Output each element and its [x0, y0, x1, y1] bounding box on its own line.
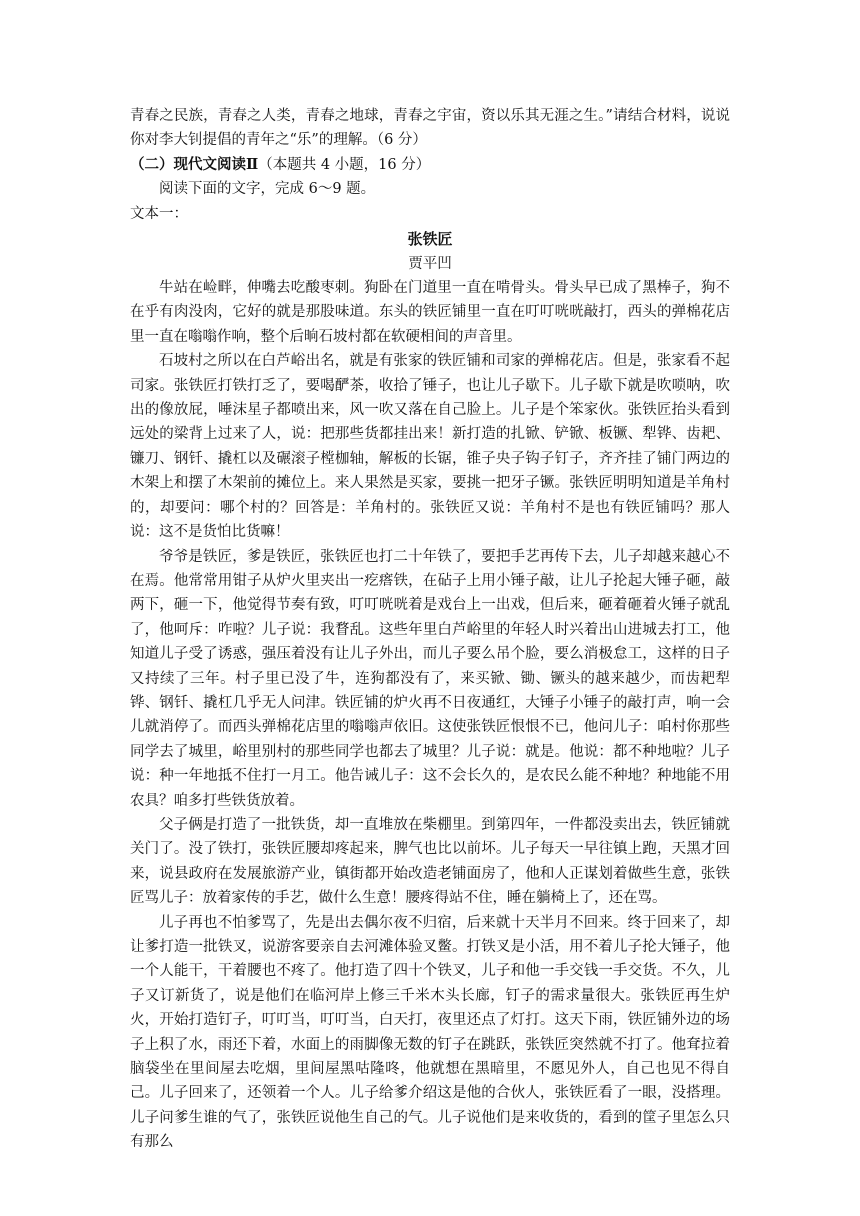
article-paragraph-5: 儿子再也不怕爹骂了，先是出去偶尔夜不归宿，后来就十天半月不回来。终于回来了，却让爹打造一批铁叉，说游客要亲自去河滩体验叉鳖。打铁叉是小活，用不着儿子抡大锤子，他一个人能干，干着腰也不疼了。他打造了四十个铁叉，儿子和他一手交钱一手交货。不久，儿子又订新货了，说是他们在临河岸上修三千米木头长廊，钉子的需求量很大。张铁匠再生炉火，开始打造钉子，叮叮当，叮叮当，白天打，夜里还点了灯打。这天下雨，铁匠铺外边的场子上积了水，雨还下着，水面上的雨脚像无数的钉子在跳跃，张铁匠突然就不打了。他耷拉着脑袋坐在里间屋去吃烟，里间屋黑咕隆咚，他就想在黑暗里，不愿见外人，自己也见不得自己。儿子回来了，还领着一个人。儿子给爹介绍这是他的合伙人，张铁匠看了一眼，没搭理。儿子问爹生谁的气了，张铁匠说他生自己的气。儿子说他们是来收货的，看到的筐子里怎么只有那么: [130, 914, 730, 1151]
previous-question-text: 青春之民族，青春之人类，青春之地球，青春之宇宙，资以乐其无涯之生。”请结合材料，说说你对李大钊提倡的青年之“乐”的理解。（6 分）: [130, 108, 730, 149]
article-author: 贾平凹: [408, 256, 452, 273]
article-title: 张铁匠: [407, 230, 453, 249]
article-paragraph-2: 石坡村之所以在白芦峪出名，就是有张家的铁匠铺和司家的弹棉花店。但是，张家看不起司家。张铁匠打铁打乏了，要喝酽茶，收拾了锤子，也让儿子歇下。儿子歇下就是吹唢呐，吹出的像放屁，唾沫星子都喷出来，风一吹又落在自己脸上。儿子是个笨家伙。张铁匠抬头看到远处的梁背上过来了人，说：把那些货都挂出来！新打造的扎锨、铲锨、板镢、犁铧、齿耙、镰刀、钢钎、撬杠以及碾滚子樘枷轴，解板的长锯，锥子央子钩子钉子，齐齐挂了铺门两边的木架上和摆了木架前的摊位上。来人果然是买家，要挑一把牙子镢。张铁匠明明知道是羊角村的，却要问：哪个村的？回答是：羊角村的。张铁匠又说：羊角村不是也有铁匠铺吗？那人说：这不是货怕比货嘛！: [130, 353, 730, 541]
section-heading: （二）现代文阅读Ⅱ: [130, 155, 259, 173]
article-paragraph-3: 爷爷是铁匠，爹是铁匠，张铁匠也打二十年铁了，要把手艺再传下去，儿子却越来越心不在焉。他常常用钳子从炉火里夹出一疙瘩铁，在砧子上用小锤子敲，让儿子抡起大锤子砸，敲两下，砸一下，他觉得节奏有致，叮叮咣咣着是戏台上一出戏，但后来，砸着砸着火锤子就乱了，他呵斥：咋啦？儿子说：我瞀乱。这些年里白芦峪里的年轻人时兴着出山进城去打工，他知道儿子受了诱惑，强压着没有让儿子外出，而儿子要么吊个脸，要么消极怠工，这样的日子又持续了三年。村子里已没了牛，连狗都没有了，来买锨、锄、镢头的越来越少，而齿耙犁铧、钢钎、撬杠几乎无人问津。铁匠铺的炉火再不日夜通红，大锤子小锤子的敲打声，响一会儿就消停了。而西头弹棉花店里的嗡嗡声依旧。这使张铁匠恨恨不已，他问儿子：咱村你那些同学去了城里，峪里别村的那些同学也都去了城里？儿子说：就是。他说：都不种地啦？儿子说：种一年地抵不住打一月工。他告诫儿子：这不会长久的，是农民么能不种地？种地能不用农具？咱多打些铁货放着。: [130, 548, 730, 809]
section-note: （本题共 4 小题，16 分）: [258, 156, 431, 173]
article-paragraph-4: 父子俩是打造了一批铁货，却一直堆放在柴棚里。到第四年，一件都没卖出去，铁匠铺就关门了。没了铁打，张铁匠腰却疼起来，脾气也比以前坏。儿子每天一早往镇上跑，天黑才回来，说县政府在发展旅游产业，镇街都开始改造老铺面房了，他和人正谋划着做些生意，张铁匠骂儿子：放着家传的手艺，做什么生意！腰疼得站不住，睡在躺椅上了，还在骂。: [130, 816, 730, 907]
article-paragraph-1: 牛站在崄畔，伸嘴去吃酸枣刺。狗卧在门道里一直在啃骨头。骨头早已成了黑棒子，狗不在乎有肉没肉，它好的就是那股味道。东头的铁匠铺里一直在叮叮咣咣敲打，西头的弹棉花店里一直在嗡嗡作响，整个后晌石坡村都在软硬相间的声音里。: [130, 280, 730, 345]
reading-instruction: 阅读下面的文字，完成 6～9 题。: [159, 181, 376, 198]
section-heading-line: [130, 153, 730, 177]
text-label: 文本一：: [130, 205, 188, 222]
